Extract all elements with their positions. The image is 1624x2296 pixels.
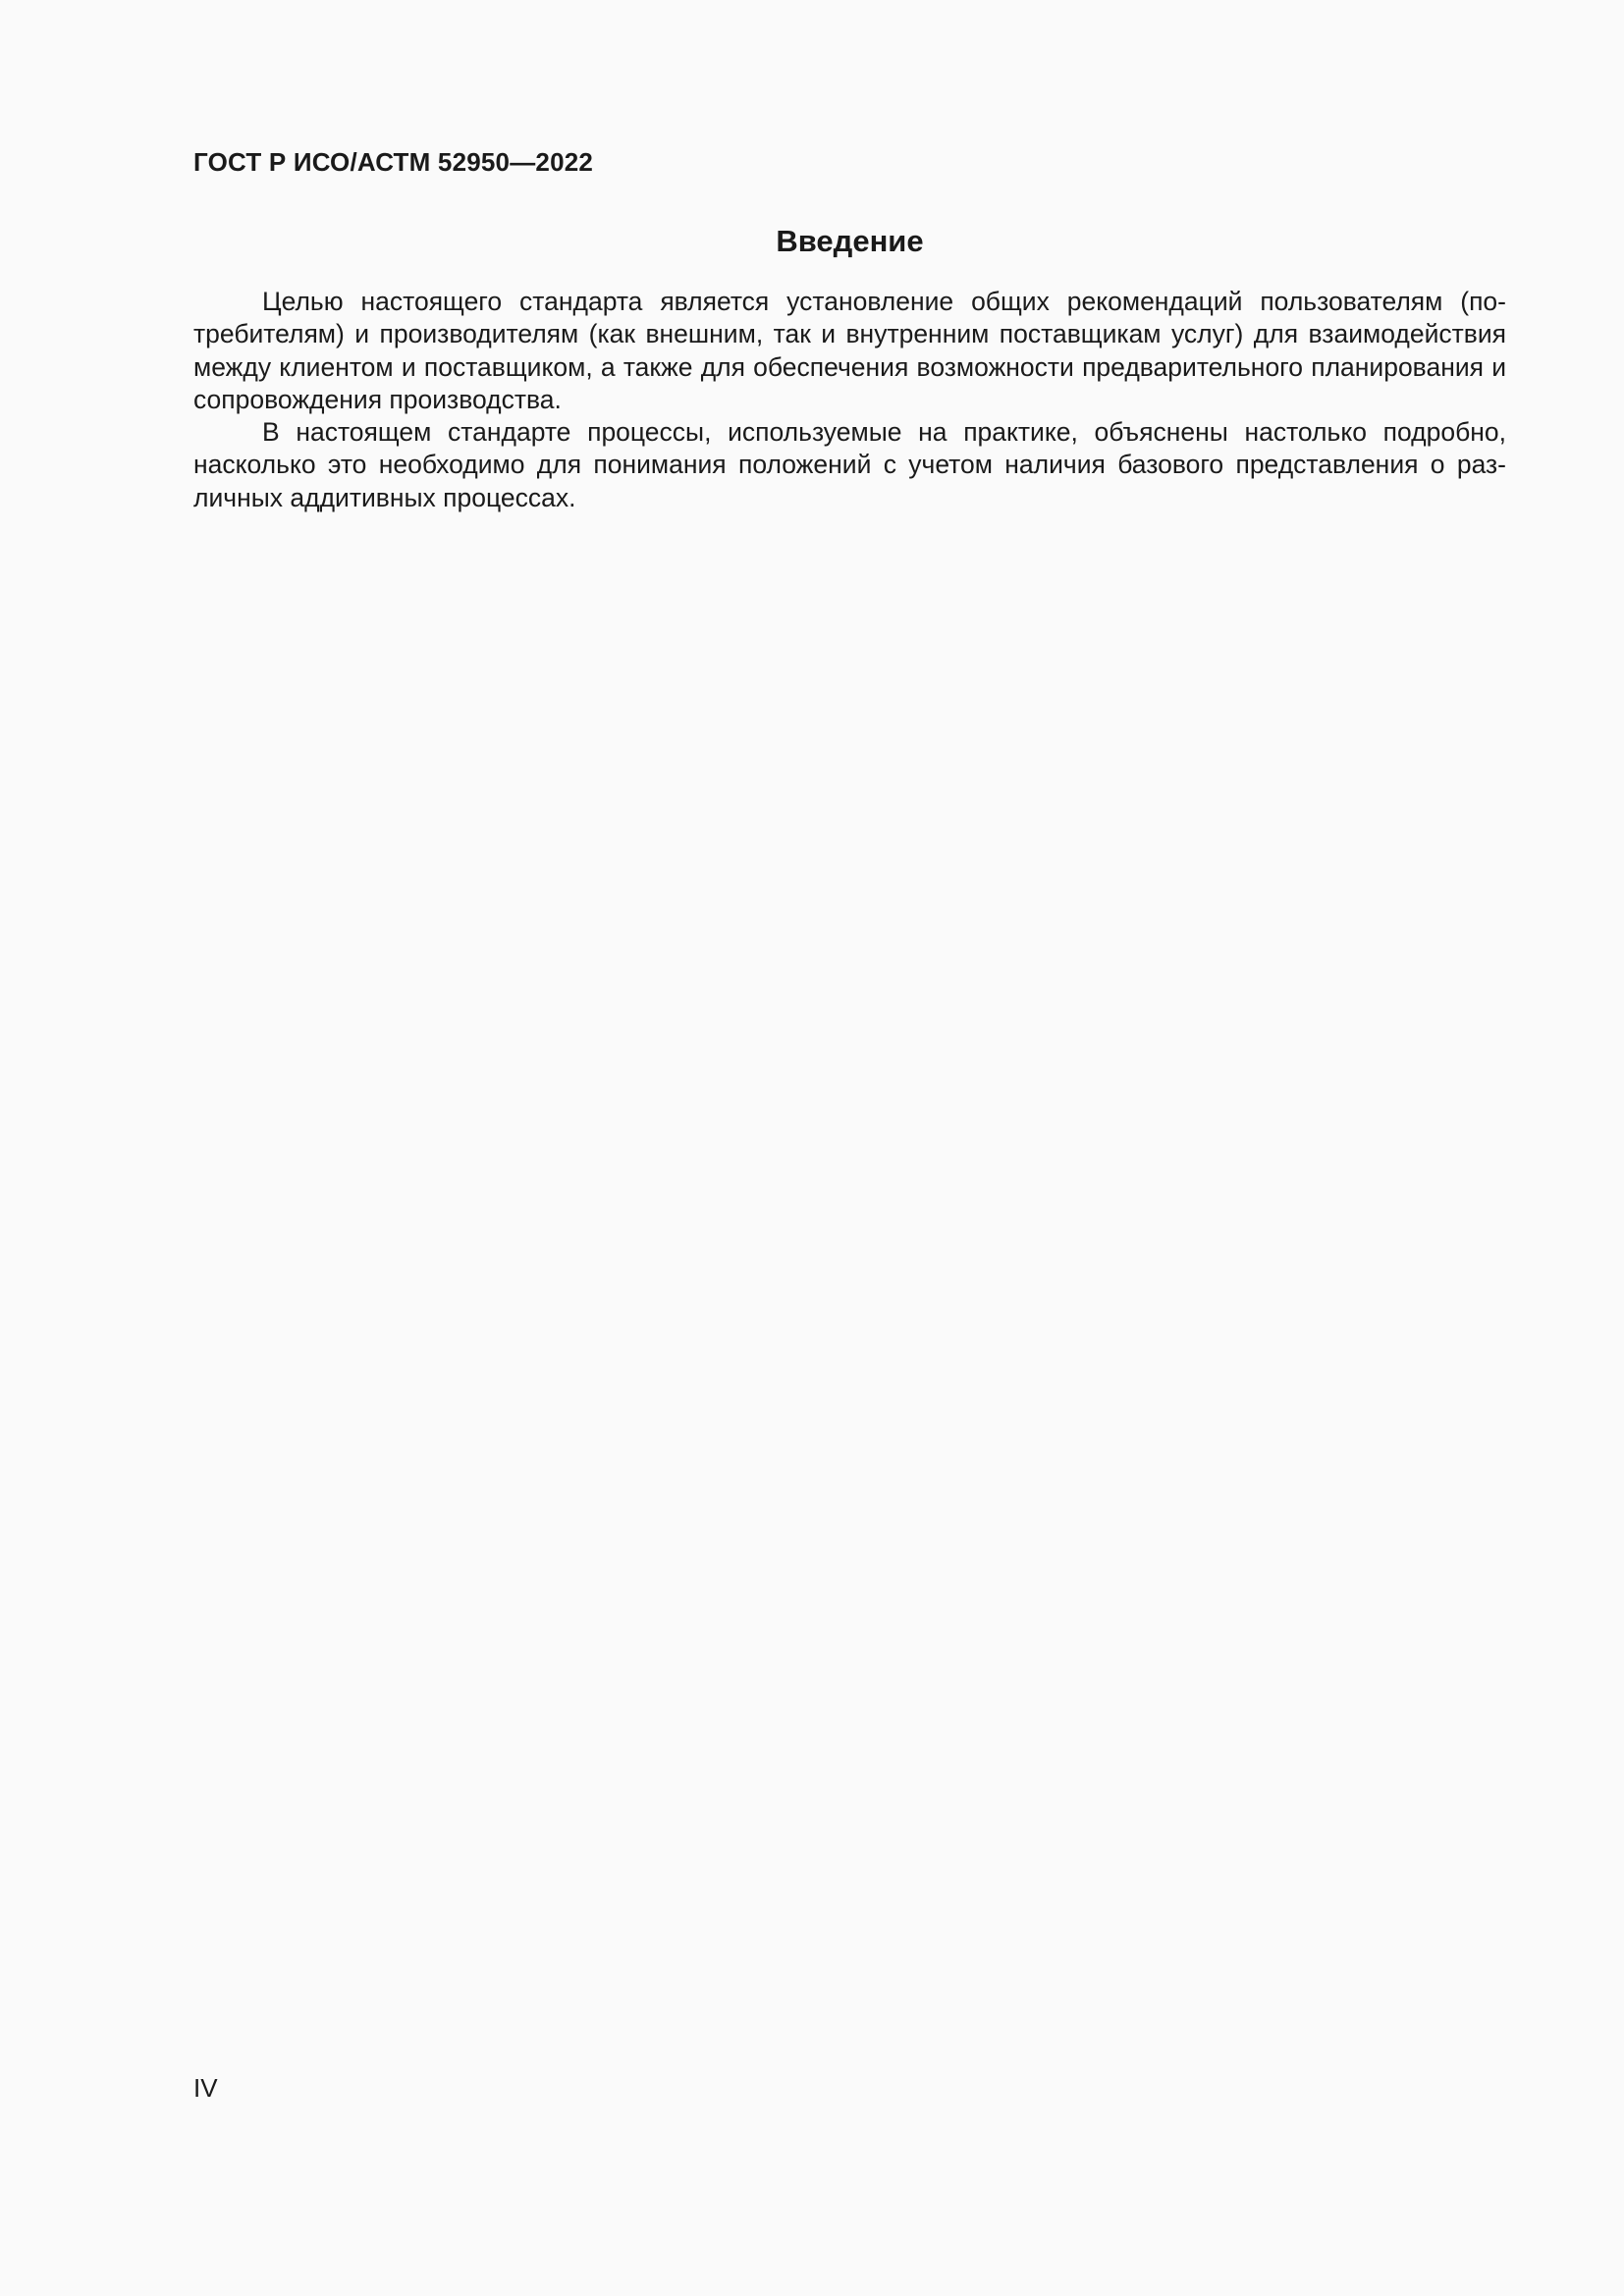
paragraph: Целью настоящего стандарта является установление общих рекомендаций пользователям (потребителям) и производителям (как внешним, так и внутренним поставщикам услуг) для взаимодействия между клиентом и поставщиком, а также для обеспечения возможности предварительного планирования и сопровождения производства. [193, 287, 1506, 414]
document-header: ГОСТ Р ИСО/АСТМ 52950—2022 [193, 147, 594, 177]
page-number: IV [193, 2073, 218, 2103]
body-text [193, 286, 1506, 514]
paragraph: В настоящем стандарте процессы, используемые на практике, объяснены настолько подробно, насколько это необходимо для понимания положений с учетом наличия базового представления о различных аддитивных процессах. [193, 417, 1506, 512]
section-title: Введение [776, 224, 924, 258]
